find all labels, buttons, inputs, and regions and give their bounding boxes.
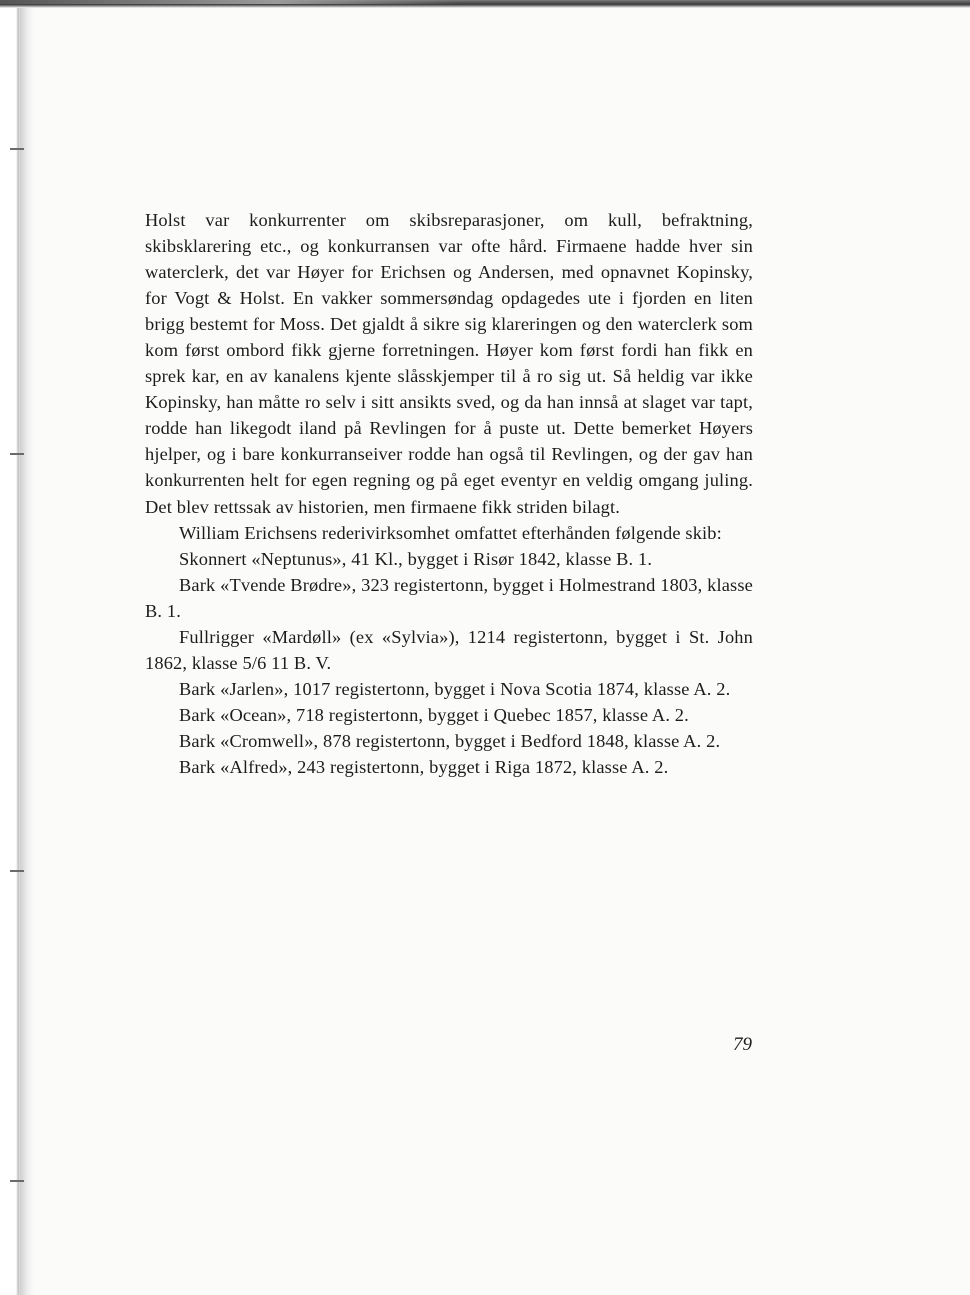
ship-entry: Bark «Ocean», 718 registertonn, bygget i Quebec 1857, klasse A. 2. — [179, 704, 689, 725]
margin-tick-mark — [10, 453, 24, 455]
paragraph-continuation: Holst var konkurrenter om skibsreparasjoner, om kull, befraktning, skibsklarering etc., og konkurransen var ofte hård. Firmaene hadde hver sin waterclerk, det var Høyer for Erichsen og Andersen, med opnavnet Kopinsky, for Vogt & Holst. En vakker sommersøndag opdagedes ute i fjorden en liten brigg bestemt for Moss. Det gjaldt å sikre sig klareringen og den waterclerk som kom først ombord fikk gjerne forretningen. Høyer kom først fordi han fikk en sprek kar, en av kanalens kjente slåsskjemper til å ro sig ut. Så heldig var ikke Kopinsky, han måtte ro selv i sitt ansikts sved, og da han innså at slaget var tapt, rodde han likegodt iland på Revlingen for å puste ut. Dette bemerket Høyers hjelper, og i bare konkurranseiver rodde han også til Revlingen, og der gav han konkurrenten helt for egen regning og på eget eventyr en veldig omgang juling. Det blev rettssak av historien, men firmaene fikk striden bilagt. — [145, 210, 753, 517]
margin-tick-mark — [10, 1180, 24, 1182]
page-body-text — [145, 207, 753, 780]
ship-entry: Bark «Tvende Brødre», 323 registertonn, bygget i Holmestrand 1803, klasse B. 1. — [145, 574, 753, 621]
ship-entry: Bark «Alfred», 243 registertonn, bygget i Riga 1872, klasse A. 2. — [179, 756, 669, 777]
paragraph-fleet-intro: William Erichsens rederivirksomhet omfattet efterhånden følgende skib: — [179, 522, 722, 543]
ship-entry: Bark «Jarlen», 1017 registertonn, bygget i Nova Scotia 1874, klasse A. 2. — [179, 678, 731, 699]
ship-entry: Bark «Cromwell», 878 registertonn, bygget i Bedford 1848, klasse A. 2. — [179, 730, 721, 751]
ship-entry: Skonnert «Neptunus», 41 Kl., bygget i Risør 1842, klasse B. 1. — [179, 548, 653, 569]
scan-left-margin — [0, 8, 20, 1295]
page-number: 79 — [733, 1034, 752, 1055]
margin-tick-mark — [10, 870, 24, 872]
scan-top-edge — [0, 0, 970, 8]
margin-tick-mark — [10, 148, 24, 150]
ship-entry: Fullrigger «Mardøll» (ex «Sylvia»), 1214 registertonn, bygget i St. John 1862, klasse 5/6 11 B. V. — [145, 626, 753, 673]
book-binding-shadow — [20, 8, 34, 1295]
